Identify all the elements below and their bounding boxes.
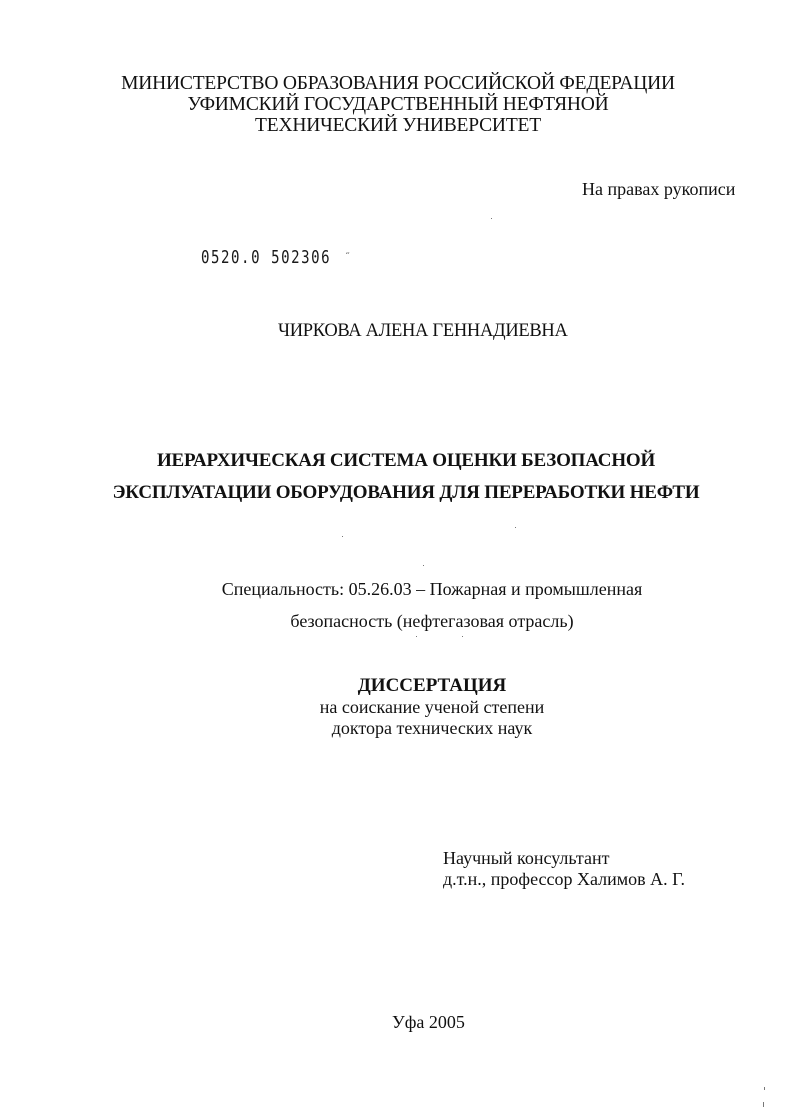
scan-speck [491, 218, 492, 219]
ministry-line-1: МИНИСТЕРСТВО ОБРАЗОВАНИЯ РОССИЙСКОЙ ФЕДЕРАЦИИ [121, 73, 675, 94]
specialty-line-2: безопасность (нефтегазовая отрасль) [290, 611, 574, 631]
document-type-label: ДИССЕРТАЦИЯ [357, 675, 507, 696]
degree-line-2: доктора технических наук [331, 718, 533, 738]
rights-note: На правах рукописи [582, 179, 736, 199]
university-line-2: ТЕХНИЧЕСКИЙ УНИВЕРСИТЕТ [255, 115, 541, 136]
catalog-stamp-number: 0520.0 502306 [201, 247, 332, 268]
scan-speck [423, 565, 424, 566]
title-line-2: ЭКСПЛУАТАЦИИ ОБОРУДОВАНИЯ ДЛЯ ПЕРЕРАБОТКИ НЕФТИ [112, 482, 700, 503]
consultant-role: Научный консультант [443, 848, 610, 868]
city-year: Уфа 2005 [392, 1012, 465, 1032]
scan-mark [763, 1102, 764, 1107]
author-name: ЧИРКОВА АЛЕНА ГЕННАДИЕВНА [278, 321, 568, 341]
scan-speck [342, 536, 343, 537]
university-line-1: УФИМСКИЙ ГОСУДАРСТВЕННЫЙ НЕФТЯНОЙ [187, 94, 609, 115]
title-line-1: ИЕРАРХИЧЕСКАЯ СИСТЕМА ОЦЕНКИ БЕЗОПАСНОЙ [156, 450, 656, 471]
scan-speck [515, 527, 516, 528]
stamp-mark: ˝ [346, 252, 350, 263]
degree-line-1: на соискание ученой степени [319, 697, 545, 717]
consultant-name: д.т.н., профессор Халимов А. Г. [443, 869, 686, 889]
specialty-line-1: Специальность: 05.26.03 – Пожарная и промышленная [221, 579, 643, 599]
scan-mark [764, 1087, 765, 1090]
scan-speck [462, 636, 463, 637]
scan-speck [416, 636, 417, 637]
